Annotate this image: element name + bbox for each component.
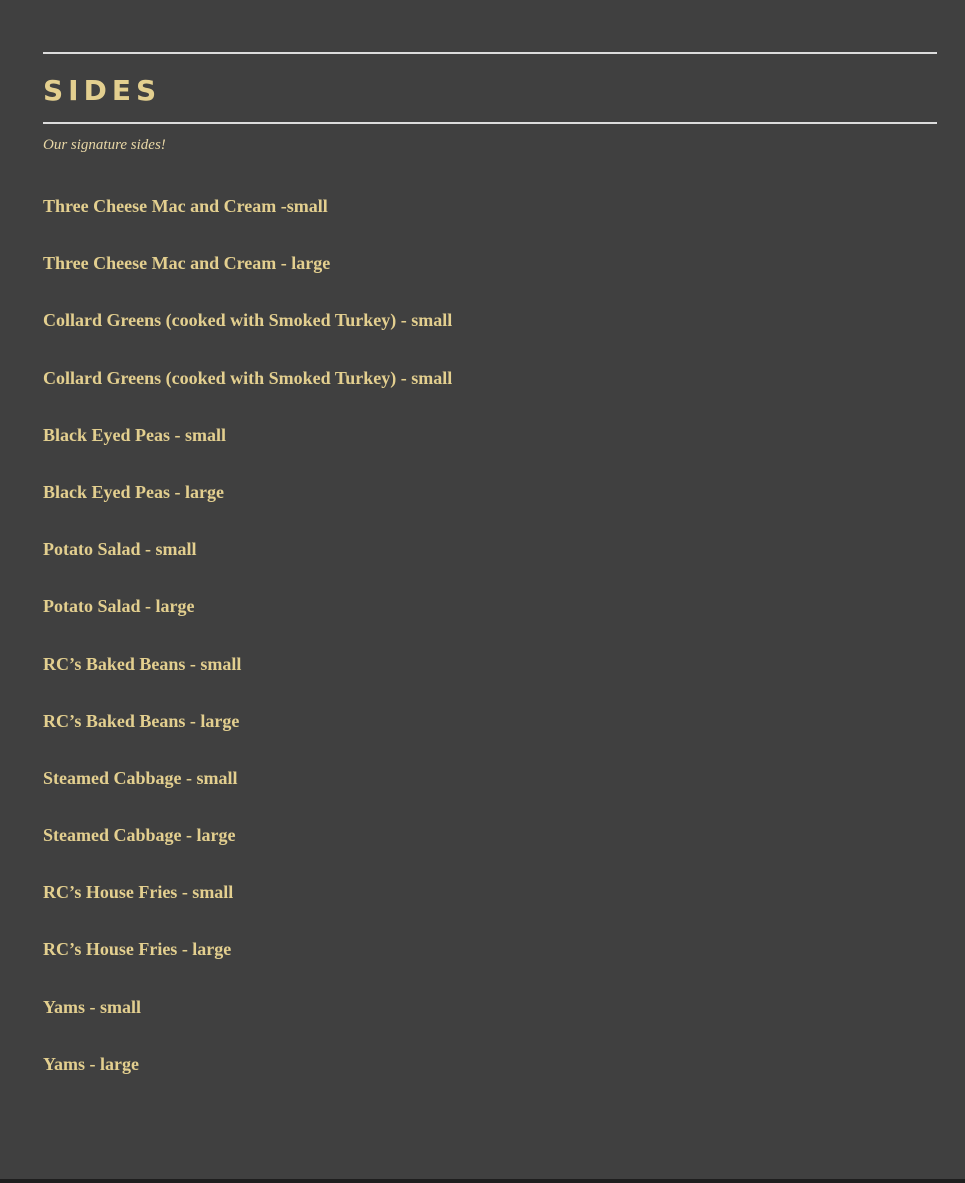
menu-item[interactable]: Three Cheese Mac and Cream -small <box>43 196 328 216</box>
menu-item[interactable]: Black Eyed Peas - small <box>43 424 226 445</box>
menu-item[interactable]: Collard Greens (cooked with Smoked Turkey) - small <box>43 310 453 331</box>
menu-item[interactable]: Three Cheese Mac and Cream - large <box>43 253 331 274</box>
menu-item[interactable]: Black Eyed Peas - large <box>43 481 224 502</box>
menu-section-sides <box>43 52 937 1109</box>
menu-item[interactable]: Yams - large <box>43 1053 139 1074</box>
menu-item[interactable]: Potato Salad - small <box>43 539 197 560</box>
menu-item[interactable]: Steamed Cabbage - small <box>43 767 238 788</box>
menu-item[interactable]: RC’s Baked Beans - small <box>43 653 242 674</box>
menu-item[interactable]: RC’s House Fries - large <box>43 939 232 960</box>
menu-item[interactable]: RC’s Baked Beans - large <box>43 710 240 731</box>
footer-bar <box>0 1179 965 1183</box>
menu-item[interactable]: RC’s House Fries - small <box>43 882 234 903</box>
menu-item[interactable]: Steamed Cabbage - large <box>43 825 236 846</box>
menu-item[interactable]: Yams - small <box>43 996 141 1017</box>
menu-item-list <box>43 194 937 1109</box>
menu-item[interactable]: Collard Greens (cooked with Smoked Turkey) - small <box>43 367 453 388</box>
bottom-divider <box>43 122 937 124</box>
menu-item[interactable]: Potato Salad - large <box>43 596 195 617</box>
section-title: SIDES <box>43 74 162 107</box>
section-description: Our signature sides! <box>43 137 166 153</box>
